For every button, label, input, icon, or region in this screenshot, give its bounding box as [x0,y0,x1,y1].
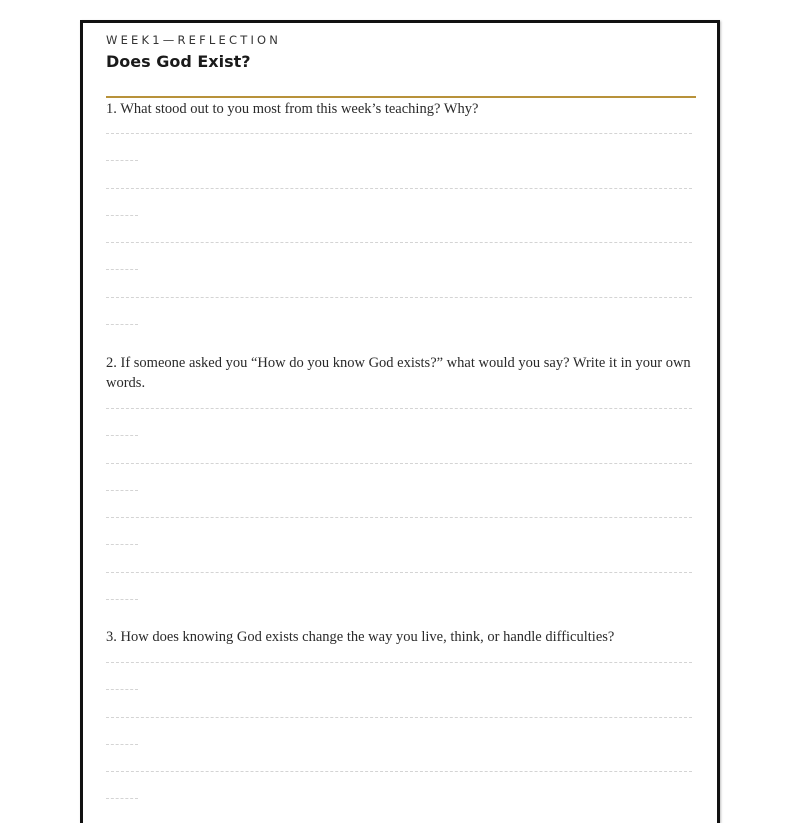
answer-line-continuation[interactable] [106,744,138,745]
question-2: 2. If someone asked you “How do you know God exists?” what would you say? Write it in your own words. [106,355,691,391]
answer-line[interactable] [106,771,692,772]
answer-line[interactable] [106,188,692,189]
answer-line-continuation[interactable] [106,435,138,436]
answer-line-continuation[interactable] [106,599,138,600]
answer-line[interactable] [106,297,692,298]
answer-line-continuation[interactable] [106,215,138,216]
answer-line[interactable] [106,242,692,243]
answer-line[interactable] [106,717,692,718]
answer-line-continuation[interactable] [106,324,138,325]
answer-line-continuation[interactable] [106,689,138,690]
answer-line[interactable] [106,408,692,409]
week-kicker: WEEK1—REFLECTION [106,33,282,47]
page-title: Does God Exist? [106,52,251,71]
answer-line-continuation[interactable] [106,490,138,491]
answer-line[interactable] [106,517,692,518]
answer-line[interactable] [106,133,692,134]
header-divider [106,96,696,98]
answer-line-continuation[interactable] [106,269,138,270]
answer-line-continuation[interactable] [106,798,138,799]
answer-line[interactable] [106,572,692,573]
answer-line[interactable] [106,662,692,663]
question-1: 1. What stood out to you most from this week’s teaching? Why? [106,101,479,117]
answer-line[interactable] [106,463,692,464]
worksheet-page [80,20,720,823]
answer-line-continuation[interactable] [106,544,138,545]
answer-line-continuation[interactable] [106,160,138,161]
page-header [106,33,696,73]
question-3: 3. How does knowing God exists change the way you live, think, or handle difficulties? [106,629,615,645]
